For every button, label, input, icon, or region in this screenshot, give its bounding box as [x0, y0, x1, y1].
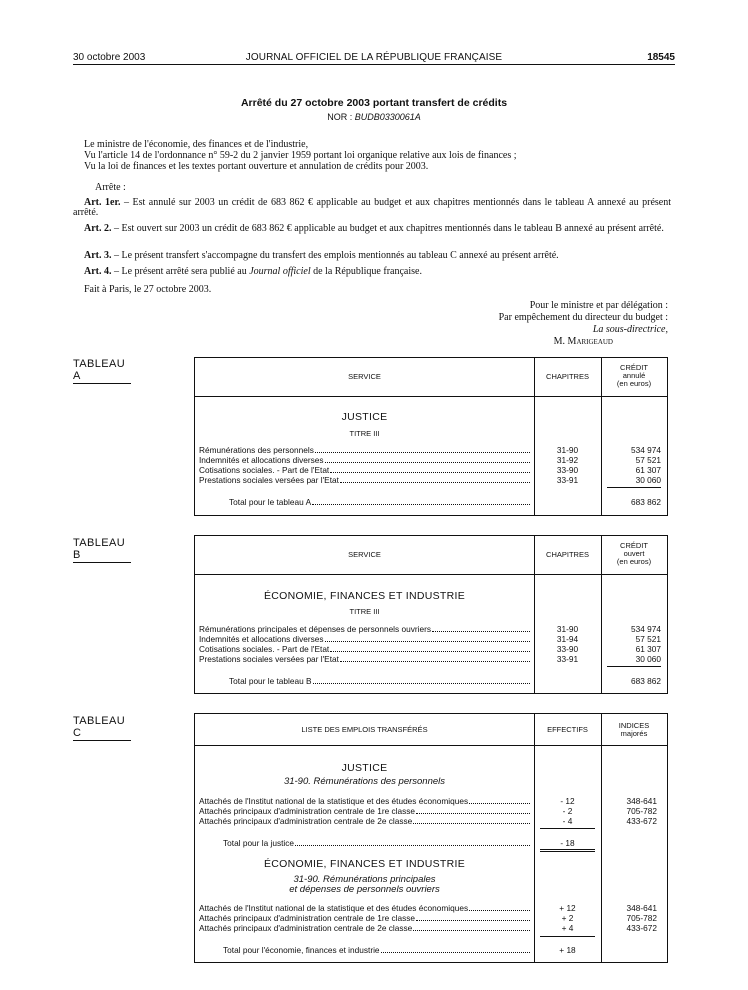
article-4-text-after: de la République française. [310, 266, 422, 277]
tableau-b-label: TABLEAU B [73, 537, 131, 563]
tableau-c [194, 713, 668, 963]
total-label: Total pour l'économie, finances et industrie [223, 945, 380, 955]
article-2-text: – Est ouvert sur 2003 un crédit de 683 862 € applicable au budget et aux chapitres mentionnés dans le tableau B annexé au présent arrêté. [111, 223, 664, 234]
article-1 [73, 198, 671, 218]
tableau-b [194, 535, 668, 694]
row-effectif: - 12 [560, 796, 575, 806]
leader-dots [413, 923, 530, 931]
total-row [229, 676, 532, 686]
subtotal-rule [607, 666, 661, 667]
header-divider [195, 396, 667, 397]
chapitre-label [195, 875, 534, 895]
intro-line-3: Vu la loi de finances et les textes portant ouverture et annulation de crédits pour 2003. [84, 161, 429, 172]
row-indices: 348-641 [626, 903, 657, 913]
leader-dots [381, 945, 530, 953]
intro-line-2: Vu l'article 14 de l'ordonnance n° 59-2 du 2 janvier 1959 portant loi organique relative aux lois de finances ; [84, 150, 517, 161]
article-2-label: Art. 2. [84, 223, 112, 234]
section-title: ÉCONOMIE, FINANCES ET INDUSTRIE [263, 858, 466, 870]
article-3-label: Art. 3. [84, 250, 112, 261]
section-title: JUSTICE [341, 762, 388, 774]
table-row [199, 624, 532, 634]
leader-dots [325, 634, 530, 642]
subtotal-rule [540, 828, 595, 829]
col-header-service: SERVICE [348, 550, 381, 559]
row-effectif: + 12 [559, 903, 576, 913]
tableau-a [194, 357, 668, 516]
article-3 [73, 251, 671, 261]
leader-dots [315, 445, 530, 453]
row-montant: 61 307 [635, 644, 661, 654]
row-montant: 30 060 [635, 475, 661, 485]
signature-name [554, 336, 613, 347]
row-chapitre: 33-90 [556, 465, 579, 475]
chapitre-text: 31-90. Rémunérations principales [293, 874, 436, 885]
col-header-credit [601, 364, 667, 388]
signature-role: La sous-directrice, [592, 324, 668, 335]
row-label: Indemnités et allocations diverses [199, 455, 324, 465]
chapitre-text-line-2: et dépenses de personnels ouvriers [289, 884, 440, 895]
row-effectif: + 4 [561, 923, 574, 933]
leader-dots [416, 913, 530, 921]
header-divider [195, 574, 667, 575]
leader-dots [432, 624, 530, 632]
row-montant: 57 521 [635, 455, 661, 465]
subtotal-rule [607, 487, 661, 488]
intro-line-1: Le ministre de l'économie, des finances et de l'industrie, [84, 139, 309, 150]
table-row [199, 465, 532, 475]
chapitre-label [195, 777, 534, 787]
row-label: Prestations sociales versées par l'Etat [199, 475, 339, 485]
total-value: 683 862 [631, 676, 661, 686]
row-effectif: - 4 [562, 816, 573, 826]
row-effectif: + 2 [561, 913, 574, 923]
col-header-credit [601, 542, 667, 566]
credit-line-1: CRÉDIT [620, 541, 648, 550]
row-indices: 705-782 [626, 806, 657, 816]
arrete-label: Arrête : [95, 182, 126, 193]
done-at: Fait à Paris, le 27 octobre 2003. [84, 284, 212, 295]
row-label: Cotisations sociales. - Part de l'Etat [199, 465, 330, 475]
header-rule [73, 64, 675, 65]
leader-dots [313, 676, 530, 684]
issue-date: 30 octobre 2003 [73, 52, 146, 63]
row-label: Attachés de l'Institut national de la statistique et des études économiques [199, 796, 469, 806]
row-effectif: - 2 [562, 806, 573, 816]
table-row [199, 913, 532, 923]
article-4-text-italic: Journal officiel [249, 266, 311, 277]
row-label: Rémunérations des personnels [199, 445, 314, 455]
total-label: Total pour la justice [223, 838, 295, 848]
leader-dots [295, 838, 530, 846]
signature-line-2: Par empêchement du directeur du budget : [498, 312, 668, 323]
total-row [223, 838, 532, 848]
credit-line-2: annulé [622, 371, 646, 380]
table-row [199, 796, 532, 806]
leader-dots [416, 806, 530, 814]
leader-dots [325, 455, 530, 463]
row-label: Attachés principaux d'administration centrale de 1re classe [199, 806, 416, 816]
article-4-label: Art. 4. [84, 266, 112, 277]
total-rule [540, 849, 595, 850]
credit-line-3: (en euros) [616, 379, 652, 388]
total-label: Total pour le tableau B [229, 676, 312, 686]
row-label: Cotisations sociales. - Part de l'Etat [199, 644, 330, 654]
article-4 [73, 267, 671, 277]
credit-line-3: (en euros) [616, 557, 652, 566]
row-montant: 57 521 [635, 634, 661, 644]
table-row [199, 923, 532, 933]
row-chapitre: 33-90 [556, 644, 579, 654]
subtotal-rule [540, 936, 595, 937]
row-label: Attachés principaux d'administration centrale de 2e classe [199, 816, 413, 826]
row-chapitre: 31-90 [556, 624, 579, 634]
table-row [199, 455, 532, 465]
credit-line-2: ouvert [623, 549, 645, 558]
article-2 [73, 224, 671, 234]
indices-line-2: majorés [620, 729, 648, 738]
col-header-liste: LISTE DES EMPLOIS TRANSFÉRÉS [301, 725, 428, 734]
leader-dots [413, 816, 530, 824]
total-row [223, 945, 532, 955]
row-montant: 61 307 [635, 465, 661, 475]
section-title: JUSTICE [341, 411, 388, 423]
titre-label: TITRE III [349, 429, 380, 438]
row-chapitre: 31-92 [556, 455, 579, 465]
leader-dots [469, 796, 530, 804]
row-montant: 534 974 [631, 624, 661, 634]
journal-title: JOURNAL OFFICIEL DE LA RÉPUBLIQUE FRANÇAISE [245, 52, 503, 63]
tableau-c-label: TABLEAU C [73, 715, 131, 741]
leader-dots [312, 497, 530, 505]
row-label: Prestations sociales versées par l'Etat [199, 654, 339, 664]
leader-dots [340, 654, 530, 662]
table-row [199, 445, 532, 455]
signature-line-1: Pour le ministre et par délégation : [529, 300, 668, 311]
col-divider [534, 358, 535, 515]
credit-line-1: CRÉDIT [620, 363, 648, 372]
col-header-indices [601, 722, 667, 738]
titre-label: TITRE III [349, 607, 380, 616]
page-number: 18545 [647, 52, 675, 63]
leader-dots [330, 465, 530, 473]
table-row [199, 475, 532, 485]
total-value: + 18 [559, 945, 576, 955]
table-row [199, 806, 532, 816]
article-4-text-before: – Le présent arrêté sera publié au [111, 266, 250, 277]
article-3-text: – Le présent transfert s'accompagne du transfert des emplois mentionnés au tableau C annexé au présent arrêté. [111, 250, 559, 261]
total-value: 683 862 [631, 497, 661, 507]
tableau-a-label: TABLEAU A [73, 358, 131, 384]
col-header-effectifs: EFFECTIFS [547, 725, 588, 734]
row-label: Attachés principaux d'administration centrale de 2e classe [199, 923, 413, 933]
col-header-chapitres: CHAPITRES [546, 372, 589, 381]
row-chapitre: 33-91 [556, 654, 579, 664]
leader-dots [330, 644, 530, 652]
total-label: Total pour le tableau A [229, 497, 312, 507]
row-indices: 433-672 [626, 923, 657, 933]
row-chapitre: 31-94 [556, 634, 579, 644]
table-row [199, 903, 532, 913]
signature-line-3 [593, 324, 668, 335]
row-indices: 433-672 [626, 816, 657, 826]
nor-prefix: NOR : [327, 112, 355, 122]
total-value: - 18 [560, 838, 575, 848]
decree-title: Arrêté du 27 octobre 2003 portant transfert de crédits [240, 97, 508, 109]
signature-initial: M. [553, 336, 568, 347]
row-indices: 705-782 [626, 913, 657, 923]
section-title: ÉCONOMIE, FINANCES ET INDUSTRIE [263, 590, 466, 602]
table-row [199, 816, 532, 826]
row-chapitre: 31-90 [556, 445, 579, 455]
table-row [199, 634, 532, 644]
col-divider [534, 536, 535, 693]
nor-reference [0, 112, 748, 122]
total-rule [540, 851, 595, 852]
signature-surname: Marigeaud [567, 336, 613, 347]
row-montant: 534 974 [631, 445, 661, 455]
article-1-label: Art. 1er. [84, 197, 121, 208]
col-header-chapitres: CHAPITRES [546, 550, 589, 559]
article-1-text: – Est annulé sur 2003 un crédit de 683 862 € applicable au budget et aux chapitres mentionnés dans le tableau A annexé au présent arrêté. [73, 197, 671, 218]
row-chapitre: 33-91 [556, 475, 579, 485]
leader-dots [340, 475, 530, 483]
total-row [229, 497, 532, 507]
nor-code: BUDB0330061A [354, 112, 421, 122]
row-label: Attachés principaux d'administration centrale de 1re classe [199, 913, 416, 923]
table-row [199, 644, 532, 654]
indices-line-1: INDICES [618, 721, 650, 730]
col-header-service: SERVICE [348, 372, 381, 381]
table-row [199, 654, 532, 664]
leader-dots [469, 903, 530, 911]
chapitre-text: 31-90. Rémunérations des personnels [283, 776, 446, 787]
row-label: Indemnités et allocations diverses [199, 634, 324, 644]
row-label: Attachés de l'Institut national de la statistique et des études économiques [199, 903, 469, 913]
row-montant: 30 060 [635, 654, 661, 664]
header-divider [195, 745, 667, 746]
row-label: Rémunérations principales et dépenses de personnels ouvriers [199, 624, 431, 634]
row-indices: 348-641 [626, 796, 657, 806]
